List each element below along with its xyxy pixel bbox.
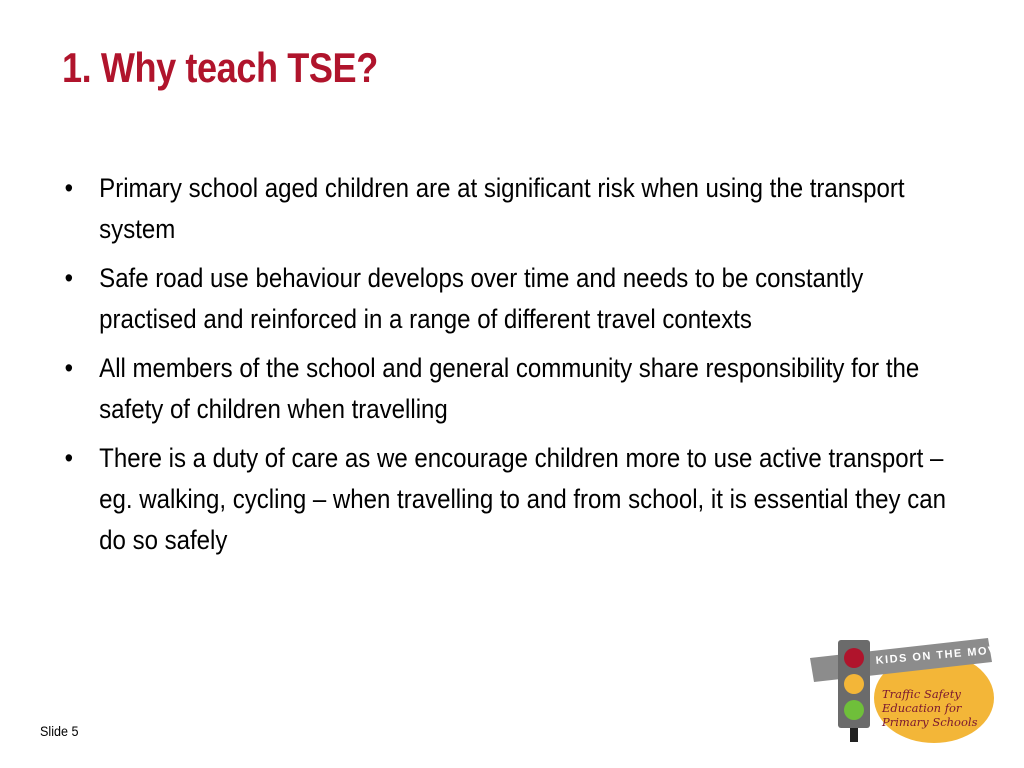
bullet-mark: • — [64, 443, 74, 473]
bullet-item — [60, 258, 950, 340]
bullet-text: There is a duty of care as we encourage children more to use active transport – eg. walking, cycling – when travelling to and from school, it is essential they can do so safely — [99, 443, 946, 555]
bullet-text: All members of the school and general community share responsibility for the safety of children when travelling — [99, 353, 920, 424]
slide-number: Slide 5 — [40, 723, 79, 739]
bullet-item — [60, 348, 950, 430]
bullet-item — [60, 168, 950, 250]
traffic-light-amber — [844, 674, 864, 694]
logo-text-line1: Traffic Safety — [882, 687, 961, 701]
bullet-mark: • — [64, 263, 74, 293]
traffic-light-red — [844, 648, 864, 668]
logo-text-line2: Education for — [882, 701, 962, 715]
traffic-light-icon — [838, 640, 870, 728]
bullet-mark: • — [64, 173, 74, 203]
logo-text-line3: Primary Schools — [882, 715, 978, 729]
bullet-list — [60, 168, 950, 569]
traffic-light-green — [844, 700, 864, 720]
slide-title: 1. Why teach TSE? — [62, 44, 378, 91]
bullet-text: Safe road use behaviour develops over time and needs to be constantly practised and reinforced in a range of different travel contexts — [99, 263, 864, 334]
logo-banner-text: KIDS ON THE MOVE — [875, 643, 996, 667]
bullet-item — [60, 438, 950, 561]
bullet-text: Primary school aged children are at significant risk when using the transport system — [99, 173, 905, 244]
kids-on-the-move-logo — [806, 636, 996, 744]
bullet-mark: • — [64, 353, 74, 383]
logo-graphic — [806, 636, 996, 744]
